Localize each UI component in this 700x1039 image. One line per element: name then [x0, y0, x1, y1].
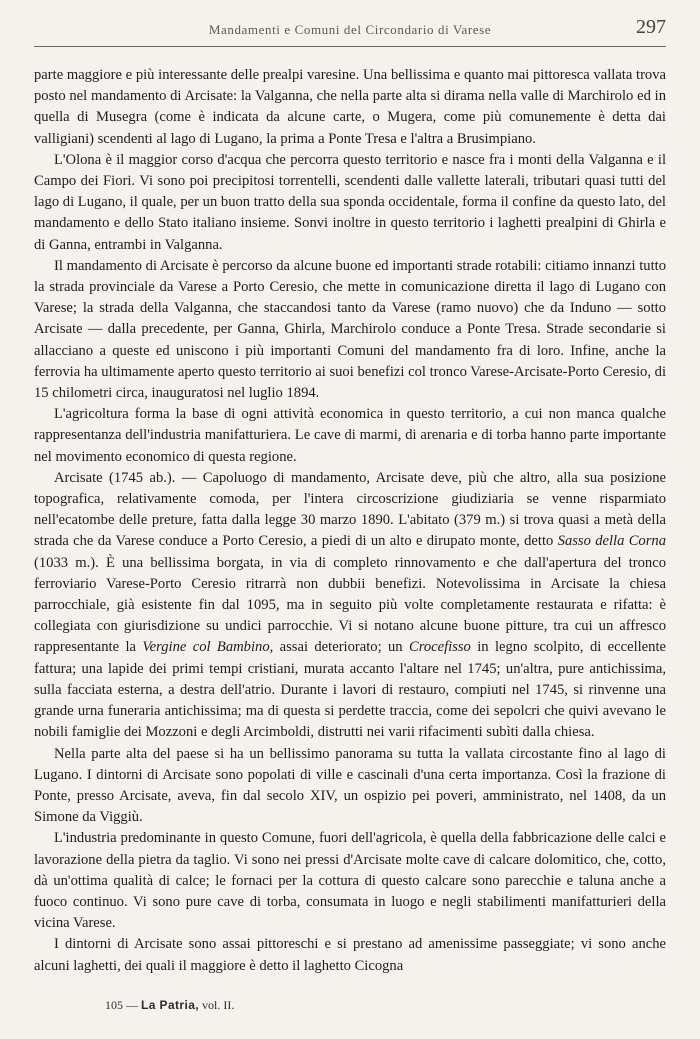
- running-header: [34, 14, 666, 40]
- running-header-title: Mandamenti e Comuni del Circondario di Varese: [208, 22, 492, 37]
- paragraph: L'Olona è il maggior corso d'acqua che percorra questo territorio e nasce fra i monti della Valganna e il Campo dei Fiori. Vi sono poi precipitosi torrentelli, scendenti dalle vallette laterali, tributari quasi tutti del lago di Lugano, il quale, per un buon tratto della sua sponda occidentale, forma il confine da questo lato, del mandamento e dello Stato italiano insieme. Sonvi inoltre in questo territorio i laghetti prealpini di Ghirla e di Ganna, entrambi in Valganna.: [34, 151, 666, 253]
- italic-term: Sasso della Corna: [557, 533, 666, 550]
- paragraph: Il mandamento di Arcisate è percorso da alcune buone ed importanti strade rotabili: citiamo innanzi tutto la strada provinciale da Varese a Porto Ceresio, che mette in comunicazione diretta il lago di Lugano con Varese; la strada della Valganna, che staccandosi tanto da Varese (ramo nuovo) che da Induno — sotto Arcisate — dalla precedente, per Ganna, Ghirla, Marchirolo conduce a Ponte Tresa. Strade secondarie si allacciano a queste ed uniscono i più importanti Comuni del mandamento fra di loro. Infine, anche la ferrovia ha ultimamente aperto questo territorio ai suoi benefizi col tronco Varese-Arcisate-Porto Ceresio, di 15 chilometri circa, inauguratosi nel luglio 1894.: [34, 257, 666, 402]
- header-divider: [34, 46, 666, 47]
- series-name: La Patria,: [141, 998, 200, 1012]
- signature-dash: —: [126, 998, 138, 1012]
- paragraph-arcisate: [34, 468, 666, 744]
- paragraph: L'agricoltura forma la base di ogni attività economica in questo territorio, a cui non manca qualche rappresentanza dell'industria manifatturiera. Le cave di marmi, di arenaria e di torba hanno parte importante nel movimento economico di questa regione.: [34, 406, 666, 465]
- page-number: 297: [636, 16, 666, 38]
- paragraph-segment: (1745 ab.). — Capoluogo di mandamento, Arcisate deve, più che altro, alla sua posizione topografica, relativamente comoda, per l'intera circoscrizione giudiziaria se venne risparmiato nell'ecatombe delle preture, fatta dalla legge 30 marzo 1890. L'abitato (379 m.) si trova quasi a metà della strada che da Varese conduce a Porto Ceresio, a piedi di un alto e dirupato monte, detto: [34, 469, 666, 550]
- body-text: [34, 65, 666, 977]
- paragraph: Nella parte alta del paese si ha un bellissimo panorama su tutta la vallata circostante fino al lago di Lugano. I dintorni di Arcisate sono popolati di ville e cascinali d'una certa importanza. Così la frazione di Ponte, presso Arcisate, aveva, fin dal secolo XIV, un ospizio pei poveri, amministrato, nel 1408, da un Simone da Viggiù.: [34, 745, 666, 826]
- paragraph-segment: in legno scolpito, di eccellente fattura; una lapide dei primi tempi cristiani, murata accanto l'altare nel 1745; un'altra, pure antichissima, sulla facciata esterna, a destra dell'atrio. Durante i lavori di restauro, compiuti nel 1745, si rinvenne una grande urna funeraria antichissima; ma di questa si perdette traccia, come dei sepolcri che quivi avevano le nobili famiglie dei Mozzoni e degli Arcimboldi, distrutti nei varii rifacimenti subìti dalla chiesa.: [34, 639, 666, 741]
- paragraph: parte maggiore e più interessante delle prealpi varesine. Una bellissima e quanto mai pittoresca vallata trova posto nel mandamento di Arcisate: la Valganna, che nella parte alta si dirama nella valle di Marchirolo ed in quella di Musegra (come è indicata da alcune carte, o Mugera, come più comunemente è detta dai valligiani) scendenti al lago di Lugano, la prima a Ponte Tresa e l'altra a Brusimpiano.: [34, 67, 666, 147]
- paragraph: I dintorni di Arcisate sono assai pittoreschi e si prestano ad amenissime passeggiate; vi sono anche alcuni laghetti, dei quali il maggiore è detto il laghetto Cicogna: [34, 936, 666, 974]
- italic-term: Vergine col Bambino: [142, 639, 270, 656]
- volume-label: vol. II.: [202, 998, 235, 1012]
- entry-heading: Arcisate: [54, 469, 103, 486]
- paragraph-segment: , assai deteriorato; un: [269, 639, 409, 656]
- paragraph: L'industria predominante in questo Comune, fuori dell'agricola, è quella della fabbricazione delle calci e lavorazione della pietra da taglio. Vi sono nei pressi d'Arcisate molte cave di calcare dolomitico, che, cotto, dà un'ottima qualità di calce; le fornaci per la cottura di questo calcare sono parecchie e taluna anche a fuoco continuo. Vi sono pure cave di torba, consumata in luogo e negli stabilimenti manifatturieri della vicina Varese.: [34, 830, 666, 932]
- signature-line: [105, 998, 234, 1013]
- paragraph-segment: (1033 m.). È una bellissima borgata, in via di completo rinnovamento e che dall'apertura del tronco ferroviario Varese-Porto Ceresio ritrarrà non dubbii benefizi. Notevolissima in Arcisate la chiesa parrocchiale, già esistente fin dal 1095, ma in seguito più volte completamente restaurata e rifatta: è collegiata con giurisdizione su undici parrocchie. Vi si notano alcune buone pitture, tra cui un affresco rappresentante la: [34, 554, 666, 656]
- italic-term: Crocefisso: [408, 639, 471, 656]
- signature-number: 105: [105, 998, 123, 1012]
